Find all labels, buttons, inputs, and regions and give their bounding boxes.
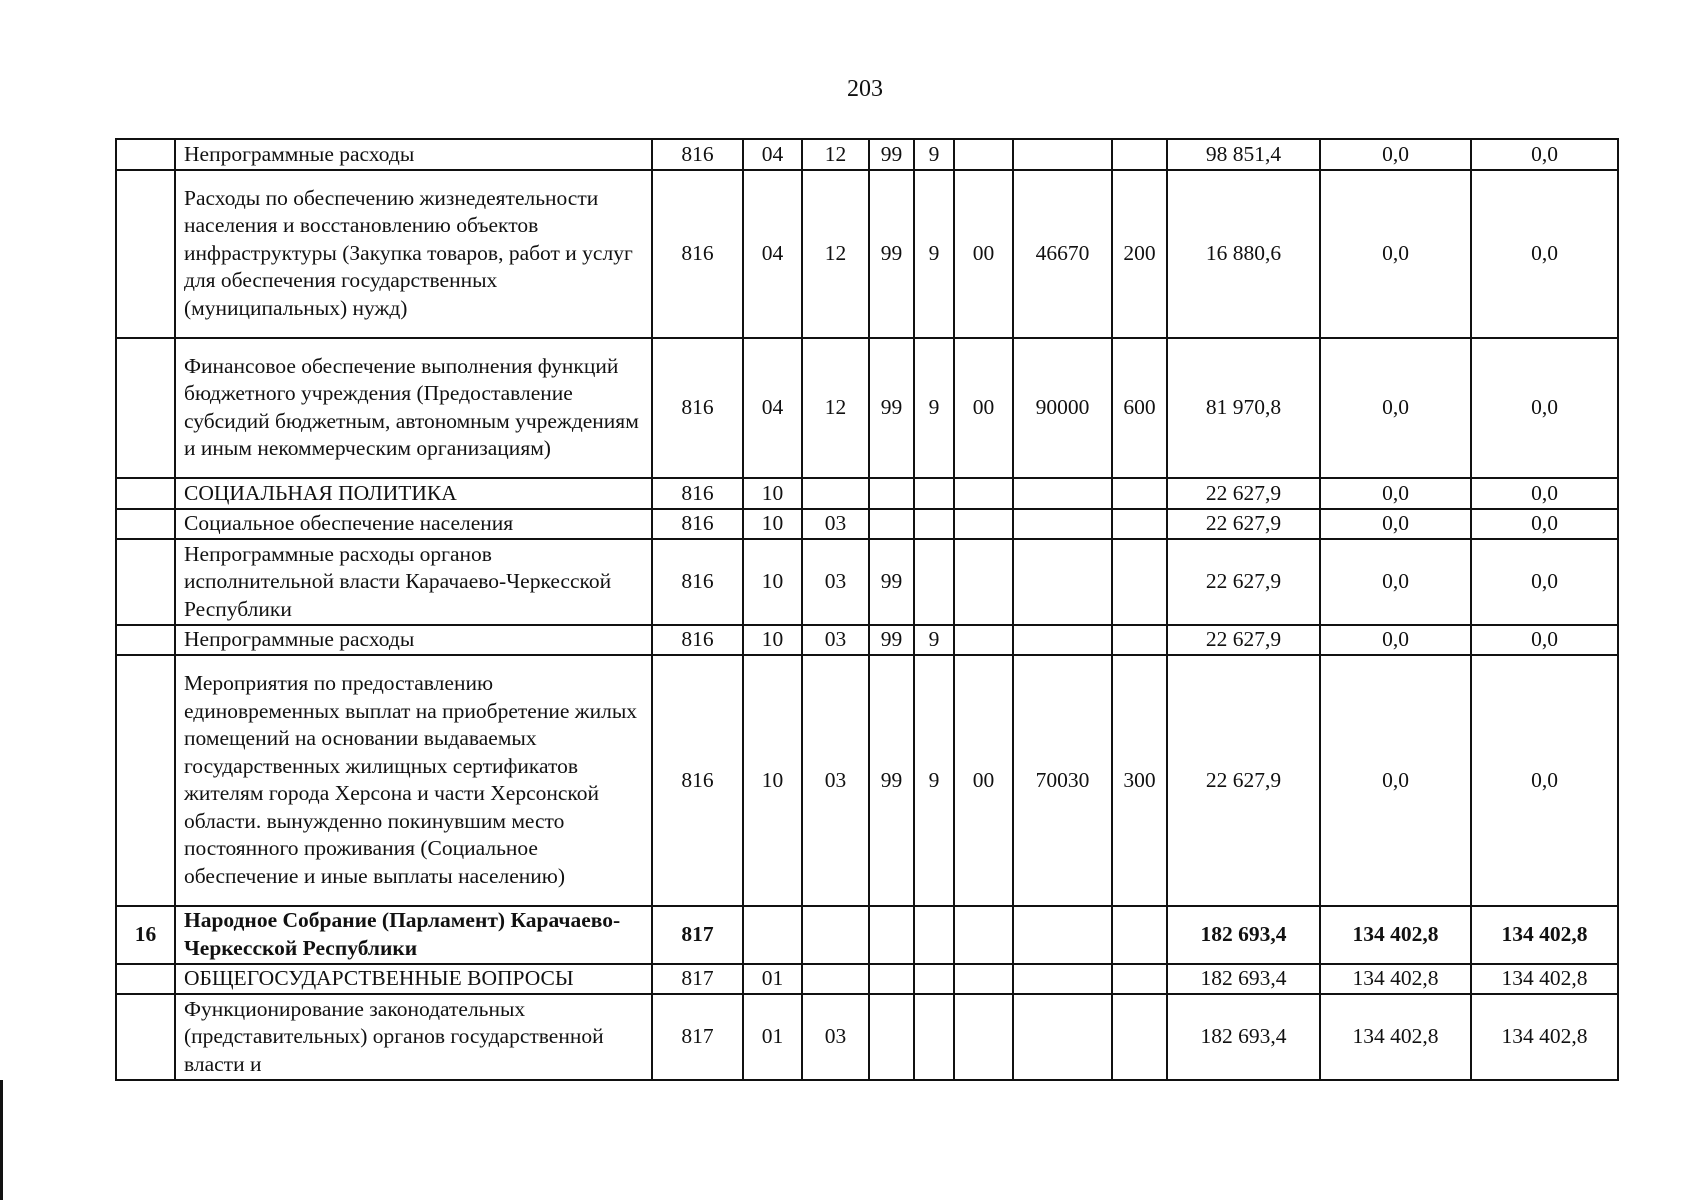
program-code-cell: 99 [869,625,914,656]
amount-year-3-cell: 0,0 [1471,478,1618,509]
ministry-code-cell: 816 [652,625,743,656]
expense-name-cell: Финансовое обеспечение выполнения функций бюджетного учреждения (Предоставление субсидий бюджетным, автономным учреждениям и иным некоммерческим организациям) [175,338,652,479]
table-row [116,994,1618,1080]
table-row [116,139,1618,170]
program-code-cell [869,509,914,540]
row-number-cell [116,625,175,656]
ministry-code-cell: 816 [652,655,743,906]
section-code-cell: 10 [743,539,802,625]
subprogram-code-cell: 9 [914,655,954,906]
direction-code-cell [1013,478,1112,509]
ministry-code-cell: 817 [652,964,743,995]
amount-year-1-cell: 81 970,8 [1167,338,1320,479]
direction-code-cell [1013,994,1112,1080]
section-code-cell: 10 [743,625,802,656]
amount-year-3-cell: 0,0 [1471,170,1618,338]
amount-year-2-cell: 0,0 [1320,625,1471,656]
amount-year-3-cell: 0,0 [1471,509,1618,540]
direction-code-cell: 70030 [1013,655,1112,906]
main-event-code-cell [954,964,1013,995]
subsection-code-cell: 03 [802,655,869,906]
expense-type-code-cell [1112,964,1167,995]
main-event-code-cell [954,478,1013,509]
amount-year-3-cell: 0,0 [1471,625,1618,656]
amount-year-1-cell: 22 627,9 [1167,509,1320,540]
amount-year-2-cell: 0,0 [1320,170,1471,338]
program-code-cell: 99 [869,655,914,906]
subprogram-code-cell: 9 [914,139,954,170]
expense-name-cell: Социальное обеспечение населения [175,509,652,540]
main-event-code-cell: 00 [954,655,1013,906]
ministry-code-cell: 817 [652,994,743,1080]
program-code-cell [869,906,914,964]
page-number: 203 [847,76,883,102]
subsection-code-cell [802,478,869,509]
row-number-cell [116,964,175,995]
expense-type-code-cell [1112,509,1167,540]
subprogram-code-cell [914,478,954,509]
section-code-cell [743,906,802,964]
section-code-cell: 10 [743,509,802,540]
amount-year-2-cell: 134 402,8 [1320,906,1471,964]
subsection-code-cell: 03 [802,994,869,1080]
expense-type-code-cell [1112,906,1167,964]
amount-year-3-cell: 0,0 [1471,338,1618,479]
amount-year-3-cell: 134 402,8 [1471,906,1618,964]
expense-name-cell: Мероприятия по предоставлению единовременных выплат на приобретение жилых помещений на основании выдаваемых государственных жилищных сертификатов жителям города Херсона и части Херсонской области. вынужденно покинувшим место постоянного проживания (Социальное обеспечение и иные выплаты населению) [175,655,652,906]
expense-type-code-cell [1112,539,1167,625]
table-row [116,170,1618,338]
expense-type-code-cell: 600 [1112,338,1167,479]
amount-year-2-cell: 134 402,8 [1320,964,1471,995]
program-code-cell [869,994,914,1080]
expense-type-code-cell [1112,994,1167,1080]
expense-type-code-cell: 300 [1112,655,1167,906]
amount-year-1-cell: 182 693,4 [1167,906,1320,964]
row-number-cell [116,478,175,509]
subprogram-code-cell [914,539,954,625]
amount-year-2-cell: 0,0 [1320,478,1471,509]
main-event-code-cell [954,994,1013,1080]
main-event-code-cell [954,509,1013,540]
direction-code-cell [1013,539,1112,625]
amount-year-1-cell: 22 627,9 [1167,655,1320,906]
scan-edge-mark [0,1080,3,1200]
table-row [116,478,1618,509]
amount-year-3-cell: 0,0 [1471,139,1618,170]
table-row [116,625,1618,656]
subprogram-code-cell [914,994,954,1080]
expense-type-code-cell [1112,478,1167,509]
expense-name-cell: Расходы по обеспечению жизнедеятельности населения и восстановлению объектов инфраструктуры (Закупка товаров, работ и услуг для обеспечения государственных (муниципальных) нужд) [175,170,652,338]
program-code-cell: 99 [869,338,914,479]
row-number-cell: 16 [116,906,175,964]
expense-type-code-cell: 200 [1112,170,1167,338]
ministry-code-cell: 816 [652,338,743,479]
direction-code-cell: 46670 [1013,170,1112,338]
main-event-code-cell: 00 [954,170,1013,338]
amount-year-2-cell: 0,0 [1320,655,1471,906]
amount-year-1-cell: 182 693,4 [1167,994,1320,1080]
expense-type-code-cell [1112,625,1167,656]
expense-type-code-cell [1112,139,1167,170]
amount-year-2-cell: 0,0 [1320,139,1471,170]
table-row [116,539,1618,625]
direction-code-cell [1013,139,1112,170]
amount-year-2-cell: 134 402,8 [1320,994,1471,1080]
table-row [116,338,1618,479]
expense-name-cell: Непрограммные расходы [175,625,652,656]
subsection-code-cell [802,906,869,964]
subsection-code-cell: 12 [802,139,869,170]
subsection-code-cell: 03 [802,625,869,656]
row-number-cell [116,139,175,170]
amount-year-1-cell: 22 627,9 [1167,478,1320,509]
main-event-code-cell [954,539,1013,625]
amount-year-1-cell: 16 880,6 [1167,170,1320,338]
main-event-code-cell [954,906,1013,964]
amount-year-2-cell: 0,0 [1320,509,1471,540]
subsection-code-cell: 03 [802,539,869,625]
ministry-code-cell: 816 [652,539,743,625]
table-row [116,509,1618,540]
expense-name-cell: Непрограммные расходы [175,139,652,170]
program-code-cell [869,964,914,995]
amount-year-2-cell: 0,0 [1320,539,1471,625]
subprogram-code-cell: 9 [914,338,954,479]
row-number-cell [116,338,175,479]
ministry-code-cell: 816 [652,139,743,170]
direction-code-cell: 90000 [1013,338,1112,479]
expense-name-cell: Непрограммные расходы органов исполнительной власти Карачаево-Черкесской Республики [175,539,652,625]
main-event-code-cell [954,139,1013,170]
section-code-cell: 01 [743,964,802,995]
amount-year-3-cell: 134 402,8 [1471,964,1618,995]
row-number-cell [116,170,175,338]
row-number-cell [116,509,175,540]
direction-code-cell [1013,906,1112,964]
expense-name-cell: Функционирование законодательных (представительных) органов государственной власти и [175,994,652,1080]
subsection-code-cell: 12 [802,338,869,479]
table-row [116,655,1618,906]
budget-table [115,138,1619,1081]
amount-year-3-cell: 134 402,8 [1471,994,1618,1080]
program-code-cell [869,478,914,509]
main-event-code-cell: 00 [954,338,1013,479]
ministry-code-cell: 816 [652,478,743,509]
subsection-code-cell: 12 [802,170,869,338]
subprogram-code-cell [914,964,954,995]
section-code-cell: 10 [743,655,802,906]
amount-year-3-cell: 0,0 [1471,539,1618,625]
section-code-cell: 04 [743,338,802,479]
expense-name-cell: ОБЩЕГОСУДАРСТВЕННЫЕ ВОПРОСЫ [175,964,652,995]
amount-year-3-cell: 0,0 [1471,655,1618,906]
main-event-code-cell [954,625,1013,656]
subprogram-code-cell: 9 [914,170,954,338]
amount-year-2-cell: 0,0 [1320,338,1471,479]
row-number-cell [116,994,175,1080]
table-row [116,906,1618,964]
direction-code-cell [1013,964,1112,995]
subprogram-code-cell: 9 [914,625,954,656]
row-number-cell [116,539,175,625]
expense-name-cell: Народное Собрание (Парламент) Карачаево-Черкесской Республики [175,906,652,964]
amount-year-1-cell: 22 627,9 [1167,539,1320,625]
amount-year-1-cell: 22 627,9 [1167,625,1320,656]
section-code-cell: 04 [743,170,802,338]
row-number-cell [116,655,175,906]
subsection-code-cell: 03 [802,509,869,540]
subprogram-code-cell [914,509,954,540]
section-code-cell: 04 [743,139,802,170]
expense-name-cell: СОЦИАЛЬНАЯ ПОЛИТИКА [175,478,652,509]
program-code-cell: 99 [869,539,914,625]
direction-code-cell [1013,625,1112,656]
budget-table-body [116,139,1618,1080]
section-code-cell: 01 [743,994,802,1080]
program-code-cell: 99 [869,170,914,338]
ministry-code-cell: 816 [652,509,743,540]
section-code-cell: 10 [743,478,802,509]
direction-code-cell [1013,509,1112,540]
program-code-cell: 99 [869,139,914,170]
amount-year-1-cell: 98 851,4 [1167,139,1320,170]
ministry-code-cell: 816 [652,170,743,338]
subsection-code-cell [802,964,869,995]
amount-year-1-cell: 182 693,4 [1167,964,1320,995]
table-row [116,964,1618,995]
ministry-code-cell: 817 [652,906,743,964]
subprogram-code-cell [914,906,954,964]
